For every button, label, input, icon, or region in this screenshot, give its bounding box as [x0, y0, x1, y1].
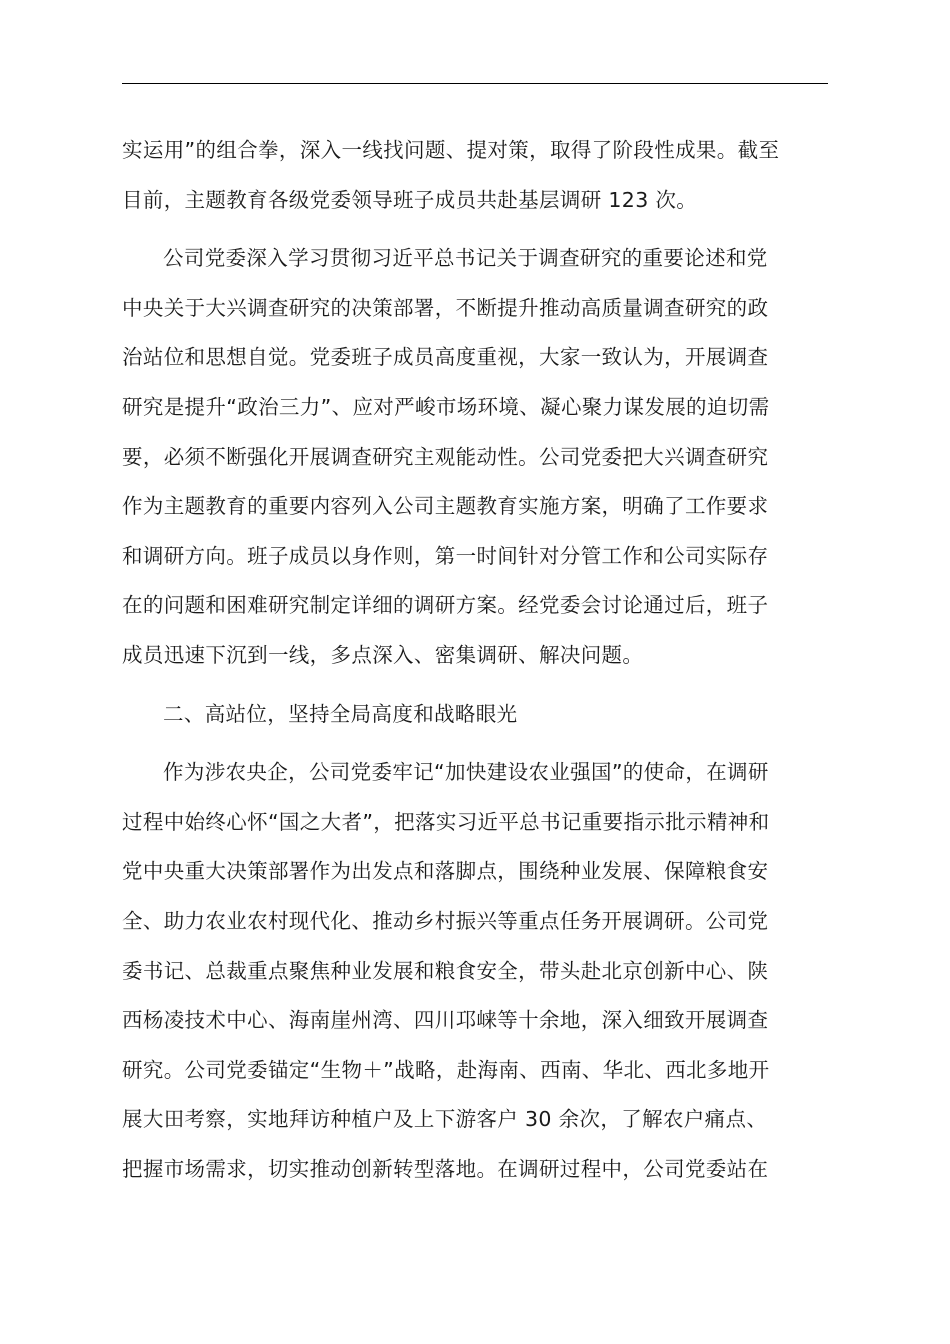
paragraph: [122, 126, 828, 225]
section-heading: [122, 690, 828, 740]
text-line: 研究是提升“政治三力”、应对严峻市场环境、凝心聚力谋发展的迫切需: [122, 394, 770, 419]
text-line: 和调研方向。班子成员以身作则，第一时间针对分管工作和公司实际存: [122, 543, 769, 568]
text-line: 委书记、总裁重点聚焦种业发展和粮食安全，带头赴北京创新中心、陕: [122, 958, 769, 983]
paragraph: [122, 234, 828, 680]
text-line: 展大田考察，实地拜访种植户及上下游客户 30 余次，了解农户痛点、: [122, 1107, 768, 1132]
text-line: 研究。公司党委锚定“生物＋”战略，赴海南、西南、华北、西北多地开: [122, 1057, 770, 1082]
text-line: 治站位和思想自觉。党委班子成员高度重视，大家一致认为，开展调查: [122, 345, 769, 370]
text-line: 西杨凌技术中心、海南崖州湾、四川邛崃等十余地，深入细致开展调查: [122, 1008, 769, 1033]
header-divider: [122, 83, 828, 84]
text-line: 二、高站位，坚持全局高度和战略眼光: [163, 701, 518, 726]
text-line: 目前，主题教育各级党委领导班子成员共赴基层调研 123 次。: [122, 187, 698, 212]
text-line: 实运用”的组合拳，深入一线找问题、提对策，取得了阶段性成果。截至: [122, 138, 780, 162]
text-line: 成员迅速下沉到一线，多点深入、密集调研、解决问题。: [122, 642, 644, 667]
document-body: [122, 126, 828, 1194]
text-line: 作为主题教育的重要内容列入公司主题教育实施方案，明确了工作要求: [122, 494, 769, 519]
text-line: 作为涉农央企，公司党委牢记“加快建设农业强国”的使命，在调研: [163, 760, 769, 785]
text-line: 全、助力农业农村现代化、推动乡村振兴等重点任务开展调研。公司党: [122, 908, 769, 933]
paragraph: [122, 748, 828, 1194]
text-line: 在的问题和困难研究制定详细的调研方案。经党委会讨论通过后，班子: [122, 593, 769, 618]
text-line: 把握市场需求，切实推动创新转型落地。在调研过程中，公司党委站在: [122, 1156, 769, 1181]
text-line: 要，必须不断强化开展调查研究主观能动性。公司党委把大兴调查研究: [122, 444, 769, 469]
text-line: 党中央重大决策部署作为出发点和落脚点，围绕种业发展、保障粮食安: [122, 859, 769, 884]
text-line: 公司党委深入学习贯彻习近平总书记关于调查研究的重要论述和党: [163, 246, 768, 271]
text-line: 中央关于大兴调查研究的决策部署，不断提升推动高质量调查研究的政: [122, 295, 769, 320]
text-line: 过程中始终心怀“国之大者”，把落实习近平总书记重要指示批示精神和: [122, 809, 770, 834]
